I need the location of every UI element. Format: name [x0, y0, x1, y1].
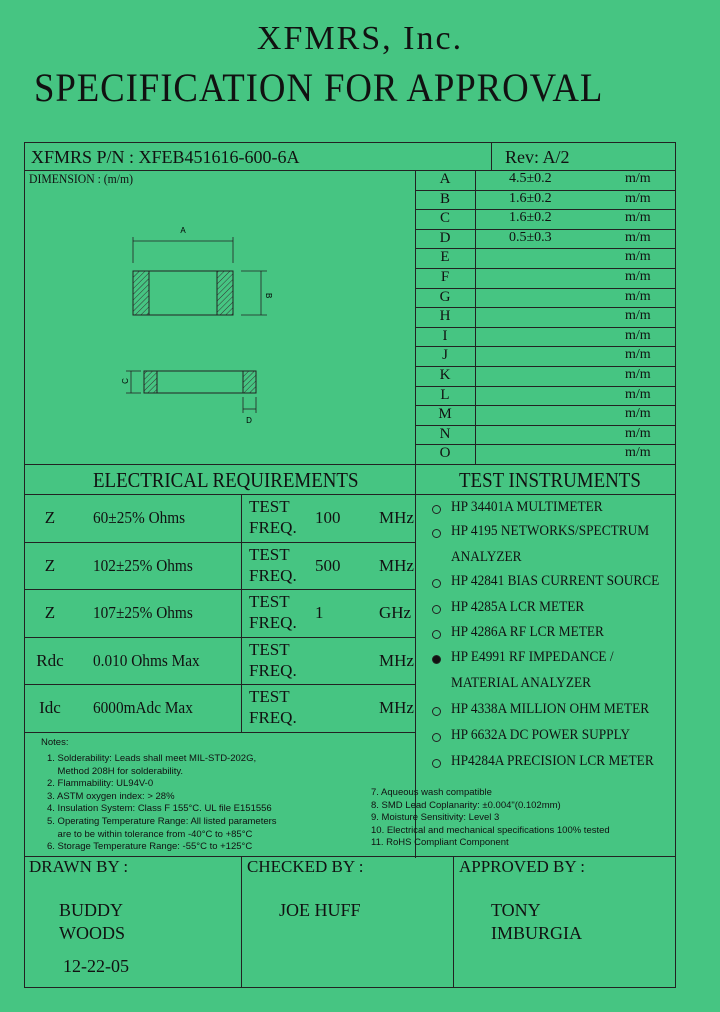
dim-row-divider [415, 346, 675, 347]
note-line: 9. Moisture Sensitivity: Level 3 [371, 812, 500, 824]
dim-row-unit: m/m [625, 425, 651, 441]
dim-row-unit: m/m [625, 386, 651, 402]
elec-freq-label: FREQ. [249, 565, 297, 585]
elec-freq-unit: MHz [379, 698, 414, 718]
elec-freq-unit: MHz [379, 555, 414, 575]
dim-row-unit: m/m [625, 406, 651, 422]
instrument-item-cont: ANALYZER [451, 549, 522, 565]
dim-row-unit: m/m [625, 308, 651, 324]
elec-freq-value: 500 [315, 555, 341, 575]
note-line: 1. Solderability: Leads shall meet MIL-STD-202G, [47, 753, 257, 764]
instrument-item: HP E4991 RF IMPEDANCE / [451, 649, 614, 665]
elec-freq-value: 100 [315, 508, 341, 527]
radio-empty-icon [432, 630, 441, 639]
note-line: are to be within tolerance from -40°C to +85°C [47, 828, 253, 840]
elec-symbol: Rdc [36, 650, 64, 670]
dim-row-letter: E [440, 249, 450, 266]
elec-row-divider [25, 684, 415, 685]
radio-empty-icon [432, 707, 441, 716]
note-line: 10. Electrical and mechanical specifications 100% tested [371, 824, 610, 836]
drawn-date: 12-22-05 [63, 956, 129, 976]
instrument-item: HP 4195 NETWORKS/SPECTRUM [451, 523, 650, 539]
elec-test-label: TEST [249, 687, 290, 707]
elec-value: 107±25% Ohms [93, 603, 193, 623]
dim-row-divider [415, 405, 675, 406]
dim-row-unit: m/m [625, 445, 651, 461]
instrument-item: HP 4285A LCR METER [451, 599, 585, 615]
instruments-heading: TEST INSTRUMENTS [459, 468, 641, 492]
elec-symbol: Idc [39, 698, 61, 718]
dim-row-divider [415, 190, 675, 191]
instrument-item: HP 34401A MULTIMETER [451, 499, 603, 515]
dim-row-divider [415, 444, 675, 445]
drawn-by-name-first: BUDDY [59, 900, 124, 920]
drawn-by-label: DRAWN BY : [29, 857, 129, 876]
dim-row-value: 1.6±0.2 [509, 210, 552, 226]
dim-row-divider [415, 366, 675, 367]
dim-row-letter: J [442, 347, 448, 364]
note-line: 3. ASTM oxygen index: > 28% [47, 790, 175, 802]
note-line: 6. Storage Temperature Range: -55°C to +125°C [47, 841, 253, 853]
dim-row-unit: m/m [625, 347, 651, 363]
dim-row-unit: m/m [625, 190, 651, 206]
part-number: XFMRS P/N : XFEB451616-600-6A [31, 147, 300, 167]
instrument-item-cont: MATERIAL ANALYZER [451, 675, 592, 691]
terminal-left [133, 271, 149, 315]
instrument-item: HP 4286A RF LCR METER [451, 624, 604, 640]
dim-row-divider [415, 307, 675, 308]
instrument-item: HP4284A PRECISION LCR METER [451, 753, 654, 769]
elec-symbol: Z [44, 555, 56, 575]
dim-row-unit: m/m [625, 210, 651, 226]
elec-freq-label: FREQ. [249, 613, 297, 633]
instrument-item: HP 4338A MILLION OHM METER [451, 701, 650, 717]
elec-value: 6000mAdc Max [93, 698, 193, 718]
instrument-item: HP 6632A DC POWER SUPPLY [451, 727, 631, 743]
radio-selected-icon [432, 655, 441, 664]
radio-empty-icon [432, 605, 441, 614]
dimension-label: DIMENSION : (m/m) [29, 171, 133, 186]
dim-row-divider [415, 288, 675, 289]
elec-test-label: TEST [249, 592, 290, 612]
elec-freq-unit: GHz [379, 603, 412, 623]
instrument-item: HP 42841 BIAS CURRENT SOURCE [451, 573, 660, 589]
dim-label-d: D [246, 416, 252, 425]
dim-row-divider [415, 327, 675, 328]
dim-row-divider [415, 229, 675, 230]
elec-row-divider [25, 637, 415, 638]
terminal-right [217, 271, 233, 315]
note-line: 4. Insulation System: Class F 155°C. UL file E151556 [47, 803, 272, 815]
elec-test-label: TEST [249, 497, 290, 516]
elec-freq-label: FREQ. [249, 660, 297, 680]
elec-symbol: Z [44, 603, 56, 623]
dim-row-letter: I [442, 327, 448, 344]
radio-empty-icon [432, 759, 441, 768]
dim-row-letter: N [439, 425, 451, 442]
dim-label-a: A [180, 226, 186, 235]
dim-row-unit: m/m [625, 229, 651, 245]
note-line: 7. Aqueous wash compatible [371, 787, 492, 798]
radio-empty-icon [432, 579, 441, 588]
elec-value: 60±25% Ohms [93, 508, 186, 527]
dim-row-letter: B [439, 190, 450, 207]
dim-row-letter: L [440, 386, 450, 403]
dim-row-letter: A [439, 171, 451, 187]
dim-row-value: 0.5±0.3 [509, 229, 552, 245]
elec-symbol: Z [44, 508, 56, 527]
elec-freq-label: FREQ. [249, 518, 297, 537]
document-title: SPECIFICATION FOR APPROVAL [34, 65, 604, 110]
dim-row-letter: K [439, 367, 451, 383]
dim-row-divider [415, 268, 675, 269]
note-line: 2. Flammability: UL94V-0 [47, 778, 154, 790]
dim-row-value: 1.6±0.2 [509, 190, 552, 206]
elec-freq-unit: MHz [379, 508, 414, 527]
radio-empty-icon [432, 733, 441, 742]
dim-row-letter: F [440, 269, 450, 285]
dim-row-unit: m/m [625, 288, 651, 304]
approved-by-label: APPROVED BY : [459, 857, 585, 876]
dim-label-b: B [264, 293, 273, 299]
elec-col-divider [241, 494, 242, 732]
dim-row-divider [415, 386, 675, 387]
elec-freq-value: 1 [315, 603, 324, 623]
component-drawing [101, 213, 301, 453]
dim-row-letter: C [439, 210, 450, 227]
approved-by-name-first: TONY [491, 900, 541, 920]
elec-row-divider [25, 542, 415, 543]
note-line: 8. SMD Lead Coplanarity: ±0.004"(0.102mm) [371, 799, 561, 811]
dim-label-c: C [121, 378, 130, 384]
dim-row-letter: D [439, 229, 451, 246]
dim-row-unit: m/m [625, 327, 651, 343]
dim-row-letter: G [439, 288, 451, 305]
spec-sheet-frame [24, 142, 676, 988]
checked-by-label: CHECKED BY : [247, 857, 364, 876]
note-line: 5. Operating Temperature Range: All listed parameters [47, 816, 277, 827]
note-line: 11. RoHS Compliant Component [371, 837, 509, 849]
notes-title: Notes: [41, 737, 69, 748]
dim-row-letter: M [438, 406, 452, 423]
dim-row-divider [415, 248, 675, 249]
dim-row-divider [415, 425, 675, 426]
elec-value: 0.010 Ohms Max [93, 650, 200, 670]
elec-test-label: TEST [249, 639, 290, 659]
dim-row-divider [415, 209, 675, 210]
note-line: Method 208H for solderability. [47, 765, 184, 777]
dim-row-unit: m/m [625, 171, 651, 186]
radio-empty-icon [432, 529, 441, 538]
dim-row-unit: m/m [625, 269, 651, 284]
elec-row-divider [25, 589, 415, 590]
radio-empty-icon [432, 505, 441, 514]
dim-row-letter: H [439, 308, 451, 325]
elec-freq-label: FREQ. [249, 708, 297, 728]
approved-by-name-last: IMBURGIA [491, 923, 583, 943]
revision: Rev: A/2 [505, 147, 570, 167]
elec-test-label: TEST [249, 544, 290, 564]
company-name: XFMRS, Inc. [256, 20, 464, 57]
dim-row-unit: m/m [625, 249, 651, 265]
dim-row-unit: m/m [625, 367, 651, 382]
drawn-by-name-last: WOODS [59, 923, 125, 943]
dim-row-letter: O [439, 445, 451, 462]
checked-by-name: JOE HUFF [279, 900, 361, 920]
elec-freq-unit: MHz [379, 650, 414, 670]
electrical-heading: ELECTRICAL REQUIREMENTS [93, 468, 359, 492]
elec-value: 102±25% Ohms [93, 555, 193, 575]
dim-row-value: 4.5±0.2 [509, 171, 552, 186]
